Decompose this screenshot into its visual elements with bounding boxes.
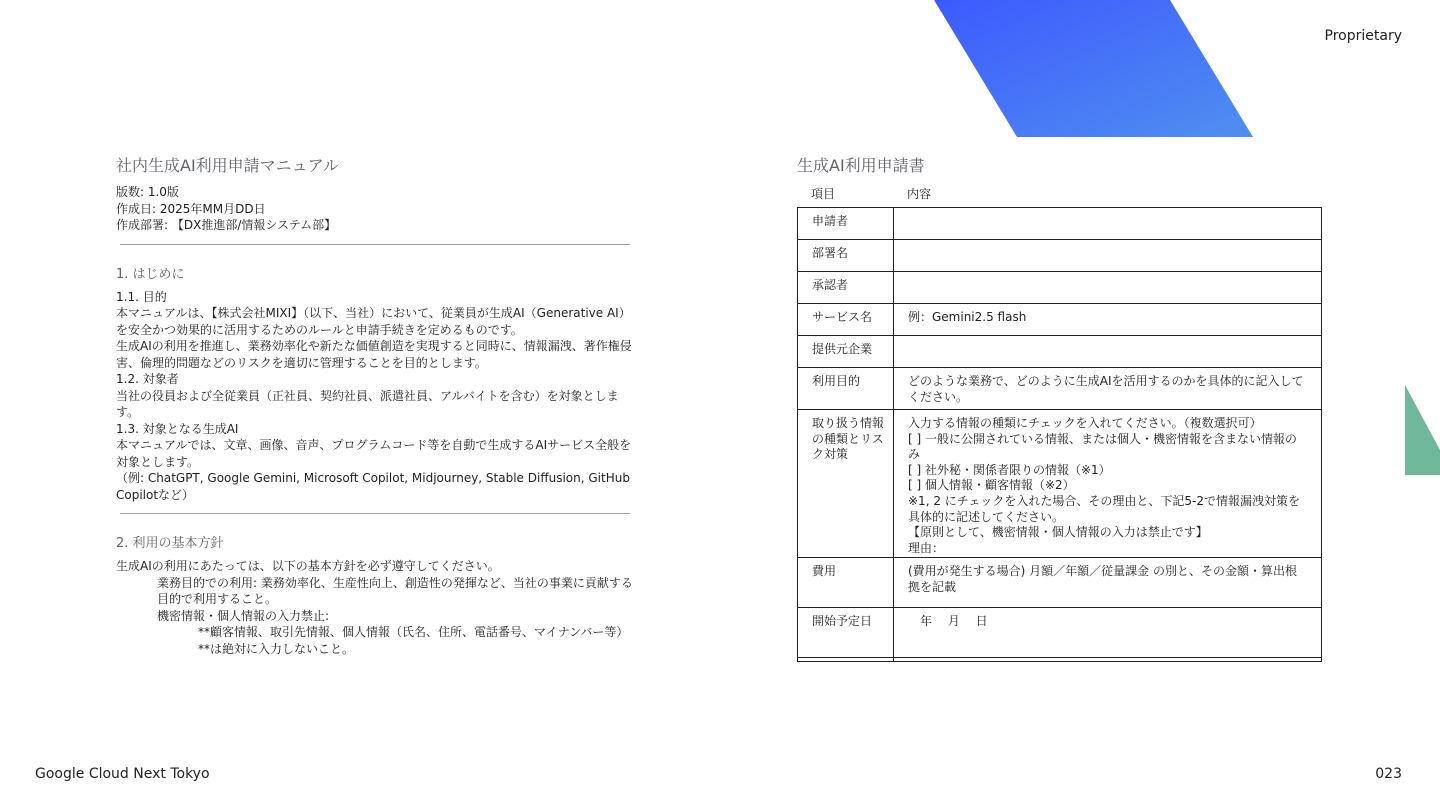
table-row (798, 208, 1322, 240)
info-prohibition: 【原則として、機密情報・個人情報の入力は禁止です】 (908, 525, 1208, 540)
manual-created-date: 作成日: 2025年MM月DD日 (116, 201, 266, 216)
table-row (798, 272, 1322, 304)
row-label-applicant: 申請者 (798, 208, 894, 240)
row-label-approver: 承認者 (798, 272, 894, 304)
section-2-item-2-sub: **顧客情報、取引先情報、個人情報（氏名、住所、電話番号、マイナンバー等）**は絶対に入力しないこと。 (198, 625, 629, 656)
row-value-department[interactable] (894, 240, 1322, 272)
divider (120, 244, 630, 245)
section-1-1-heading: 1.1. 目的 (116, 289, 167, 304)
form-column-headers (797, 185, 1323, 203)
section-1-title: 1. はじめに (116, 266, 185, 282)
column-header-item: 項目 (811, 187, 836, 201)
table-row (798, 608, 1322, 658)
table-row (798, 304, 1322, 336)
blue-parallelogram (934, 0, 1253, 137)
checkbox-public-info[interactable]: [ ] 一般に公開されている情報、または個人・機密情報を含まない情報のみ (908, 431, 1297, 462)
checkbox-personal-info[interactable]: [ ] 個人情報・顧客情報（※2） (908, 478, 1075, 493)
row-value-empty (894, 658, 1322, 662)
application-form (797, 156, 1323, 662)
table-row (798, 368, 1322, 410)
row-value-cost[interactable]: (費用が発生する場合) 月額／年額／従量課金 の別と、その金額・算出根拠を記載 (894, 558, 1322, 608)
row-value-provider[interactable] (894, 336, 1322, 368)
manual-document (116, 156, 636, 657)
table-row (798, 336, 1322, 368)
section-2-paragraph: 生成AIの利用にあたっては、以下の基本方針を必ず遵守してください。 (116, 559, 500, 573)
manual-title: 社内生成AI利用申請マニュアル (116, 156, 340, 175)
reason-label: 理由： (908, 540, 945, 555)
form-table (797, 207, 1322, 662)
section-1-1-paragraph-2: 生成AIの利用を推進し、業務効率化や新たな価値創造を実現すると同時に、情報漏洩、著作権侵害、倫理的問題などのリスクを適切に管理することを目的とします。 (116, 339, 632, 370)
teal-triangle (1405, 385, 1440, 475)
info-note: ※1, 2 にチェックを入れた場合、その理由と、下記5-2で情報漏洩対策を具体的に記述してください。 (908, 493, 1301, 524)
row-value-start-date[interactable]: 年 月 日 (894, 608, 1322, 658)
row-label-purpose: 利用目的 (798, 368, 894, 410)
section-2-item-2: 機密情報・個人情報の入力禁止: (157, 608, 330, 623)
row-value-approver[interactable] (894, 272, 1322, 304)
row-value-info-types[interactable] (894, 410, 1322, 558)
section-1-2-paragraph: 当社の役員および全従業員（正社員、契約社員、派遣社員、アルバイトを含む）を対象とします。 (116, 388, 619, 419)
footer-event-name: Google Cloud Next Tokyo (35, 766, 210, 782)
row-label-empty (798, 658, 894, 662)
page-number: 023 (1375, 766, 1402, 782)
section-1-3-paragraph-2: （例: ChatGPT, Google Gemini, Microsoft Copilot, Midjourney, Stable Diffusion, GitHub Copilotなど） (116, 471, 630, 502)
divider (120, 513, 630, 514)
manual-department: 作成部署: 【DX推進部/情報システム部】 (116, 218, 337, 232)
row-label-cost: 費用 (798, 558, 894, 608)
row-label-provider: 提供元企業 (798, 336, 894, 368)
section-2-item-1: 業務目的での利用: 業務効率化、生産性向上、創造性の発揮など、当社の事業に貢献する目的で利用すること。 (157, 575, 633, 606)
section-1-2-heading: 1.2. 対象者 (116, 372, 179, 386)
checkbox-confidential-info[interactable]: [ ] 社外秘・関係者限りの情報（※1） (908, 462, 1111, 477)
row-value-purpose[interactable]: どのような業務で、どのように生成AIを活用するのかを具体的に記入してください。 (894, 368, 1322, 410)
form-title: 生成AI利用申請書 (797, 156, 925, 175)
info-instruction: 入力する情報の種類にチェックを入れてください。（複数選択可） (908, 416, 1262, 430)
manual-version: 版数: 1.0版 (116, 185, 179, 199)
proprietary-label: Proprietary (1324, 28, 1402, 44)
table-row-cut (798, 658, 1322, 662)
table-row (798, 410, 1322, 558)
row-label-department: 部署名 (798, 240, 894, 272)
section-1-1-paragraph-1: 本マニュアルは、【株式会社MIXI】（以下、当社）において、従業員が生成AI（Generative AI）を安全かつ効果的に活用するためのルールと申請手続きを定めるものです。 (116, 306, 631, 337)
section-1-3-heading: 1.3. 対象となる生成AI (116, 421, 239, 436)
section-1-3-paragraph-1: 本マニュアルでは、文章、画像、音声、プログラムコード等を自動で生成するAIサービス全般を対象とします。 (116, 438, 632, 469)
row-label-info-types: 取り扱う情報の種類とリスク対策 (798, 410, 894, 558)
section-2-title: 2. 利用の基本方針 (116, 536, 224, 551)
table-row (798, 558, 1322, 608)
row-value-service-name[interactable]: 例：Gemini2.5 flash (894, 304, 1322, 336)
row-value-applicant[interactable] (894, 208, 1322, 240)
row-label-start-date: 開始予定日 (798, 608, 894, 658)
column-header-content: 内容 (907, 187, 932, 201)
table-row (798, 240, 1322, 272)
row-label-service-name: サービス名 (798, 304, 894, 336)
